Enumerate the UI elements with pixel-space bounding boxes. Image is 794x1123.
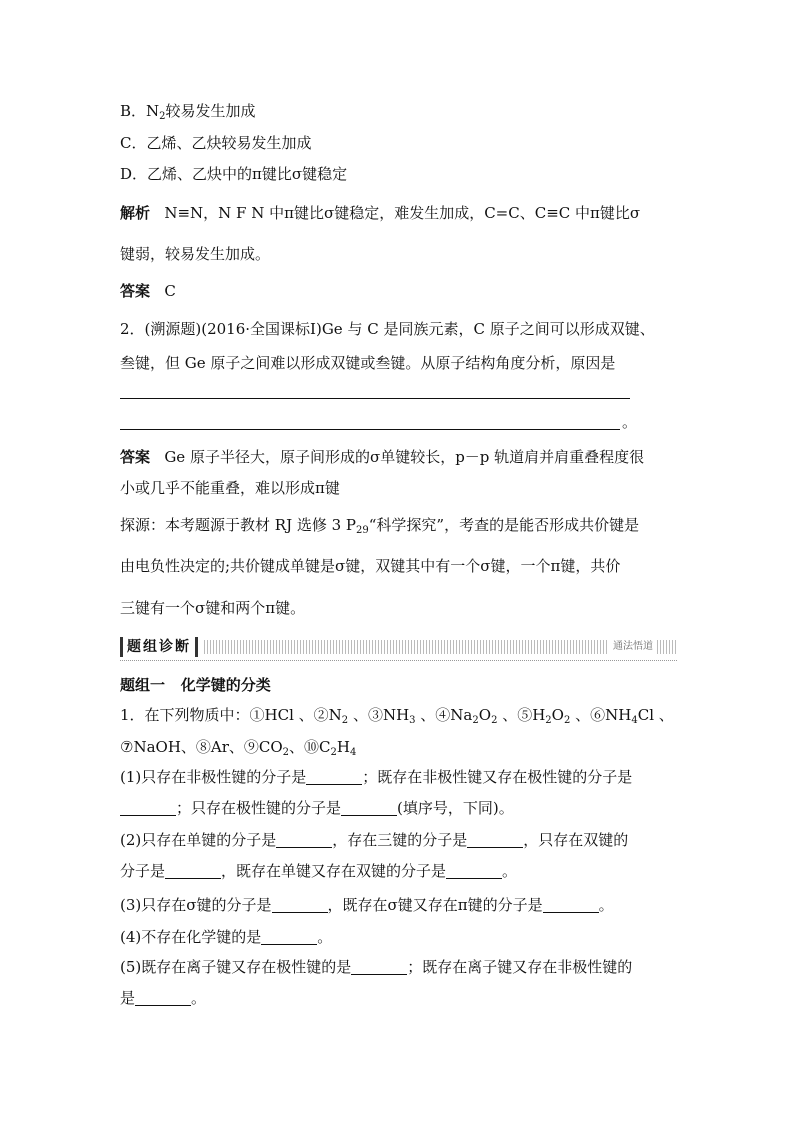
section-banner: [120, 637, 677, 659]
option-b-text: B．N: [120, 102, 160, 120]
answer-2-line-1: [120, 446, 644, 468]
q1-p2-blank-3[interactable]: [165, 862, 221, 879]
q1-part-2-line-1: [120, 829, 628, 851]
source-text-b: “科学探究”，考查的是能否形成共价键是: [368, 516, 640, 534]
answer-blank-line-1[interactable]: [120, 398, 630, 399]
q1-part-1-line-1: [120, 766, 632, 788]
q1-p1-blank-1[interactable]: [306, 768, 362, 785]
answer-2-label: 答案: [120, 448, 151, 466]
group-1-label: 题组一: [120, 676, 166, 694]
option-b-sub: 2: [159, 111, 166, 122]
banner-divider: [120, 660, 677, 661]
q1-p4-text-b: 。: [317, 928, 333, 946]
q1-p2-blank-2[interactable]: [467, 831, 523, 848]
source-page-sub: 29: [356, 525, 369, 536]
q1-part-2-line-2: [120, 860, 517, 882]
analysis-label: 解析: [120, 204, 151, 222]
q1-p3-blank-1[interactable]: [272, 896, 328, 913]
question-1-intro: 1．在下列物质中：①HCl 、$②N_2$ 、$③NH_3$ 、$④Na_2O_2$ 、$⑤H_2O_2$ 、$⑥NH_4Cl$ 、: [120, 706, 674, 726]
source-text-a: 探源：本考题源于教材 RJ 选修 3 P: [120, 516, 357, 534]
analysis-text-1: N≡N，N F N 中π键比σ键稳定，难发生加成，C=C、C≡C 中π键比σ: [164, 204, 641, 222]
question-2-end-mark: 。: [622, 413, 638, 431]
q1-intro-b: ⑦NaOH、⑧Ar、⑨CO: [120, 738, 283, 756]
q1-p1-text-b: ；既存在非极性键又存在极性键的分子是: [362, 768, 633, 786]
option-c: C．乙烯、乙炔较易发生加成: [120, 134, 312, 152]
answer-1-value: C: [164, 282, 176, 300]
q1-p5-blank-2[interactable]: [135, 989, 191, 1006]
group-1-title: 化学键的分类: [180, 676, 271, 694]
q1-p5-text-b: ；既存在离子键又存在非极性键的: [407, 958, 633, 976]
question-1-intro-line-2: ⑦NaOH、⑧Ar、$⑨CO_2$、$⑩C_2H_4$: [120, 738, 357, 758]
source-line-2: 由电负性决定的;共价键成单键是σ键，双键其中有一个σ键，一个π键，共价: [120, 557, 621, 575]
group-1-heading: [120, 674, 271, 696]
q1-p1-blank-2[interactable]: [120, 799, 176, 816]
q1-p5-text-c: 是: [120, 989, 136, 1007]
q1-part-5-line-1: [120, 956, 632, 978]
q1-p4-blank-1[interactable]: [261, 928, 317, 945]
answer-2-line-2: 小或几乎不能重叠，难以形成π键: [120, 479, 340, 497]
q1-p2-blank-1[interactable]: [276, 831, 332, 848]
q1-p2-text-b: ，存在三键的分子是: [332, 831, 468, 849]
q1-p2-text-f: 。: [502, 862, 518, 880]
q1-p3-text-a: (3)只存在σ键的分子是: [120, 896, 272, 914]
analysis-line-1: [120, 202, 640, 224]
q1-p5-text-a: (5)既存在离子键又存在极性键的是: [120, 958, 352, 976]
answer-2-text-1: Ge 原子半径大，原子间形成的σ单键较长，p－p 轨道肩并肩重叠程度很: [164, 448, 645, 466]
option-d: D．乙烯、乙炔中的π键比σ键稳定: [120, 165, 348, 183]
q1-p4-text-a: (4)不存在化学键的是: [120, 928, 262, 946]
q1-p1-blank-3[interactable]: [341, 799, 397, 816]
q1-p3-text-c: 。: [598, 896, 614, 914]
question-2-line-2: 叁键，但 Ge 原子之间难以形成双键或叁键。从原子结构角度分析，原因是: [120, 354, 616, 372]
q1-p2-blank-4[interactable]: [446, 862, 502, 879]
q1-p2-text-e: ，既存在单键又存在双键的分子是: [221, 862, 447, 880]
question-2-line-1: 2．(溯源题)(2016·全国课标Ⅰ)Ge 与 C 是同族元素，C 原子之间可以形成双键、: [120, 320, 655, 338]
answer-blank-line-2[interactable]: [120, 429, 620, 430]
source-line-3: 三键有一个σ键和两个π键。: [120, 599, 306, 617]
banner-title: 题组诊断: [120, 637, 198, 657]
q1-p2-text-d: 分子是: [120, 862, 166, 880]
q1-intro-a: 1．在下列物质中：①HCl 、②N: [120, 706, 342, 724]
q1-p3-text-b: ，既存在σ键又存在π键的分子是: [327, 896, 543, 914]
q1-part-1-line-2: [120, 797, 514, 819]
q1-part-3: [120, 894, 614, 916]
q1-p2-text-c: ，只存在双键的: [523, 831, 629, 849]
option-b: [120, 100, 256, 122]
source-line-1: [120, 514, 639, 536]
q1-part-5-line-2: [120, 987, 206, 1009]
answer-1: [120, 280, 176, 302]
q1-p5-text-d: 。: [191, 989, 207, 1007]
banner-tag: 通法悟道: [609, 639, 657, 655]
banner-stripe: [204, 640, 677, 654]
q1-p1-text-c: ；只存在极性键的分子是: [176, 799, 342, 817]
analysis-line-2: 键弱，较易发生加成。: [120, 245, 271, 263]
option-b-rest: 较易发生加成: [165, 102, 256, 120]
q1-part-4: [120, 926, 332, 948]
q1-p3-blank-2[interactable]: [543, 896, 599, 913]
q1-p5-blank-1[interactable]: [351, 958, 407, 975]
q1-p1-text-a: (1)只存在非极性键的分子是: [120, 768, 307, 786]
q1-p1-text-d: (填序号，下同)。: [397, 799, 514, 817]
answer-1-label: 答案: [120, 282, 151, 300]
q1-p2-text-a: (2)只存在单键的分子是: [120, 831, 277, 849]
